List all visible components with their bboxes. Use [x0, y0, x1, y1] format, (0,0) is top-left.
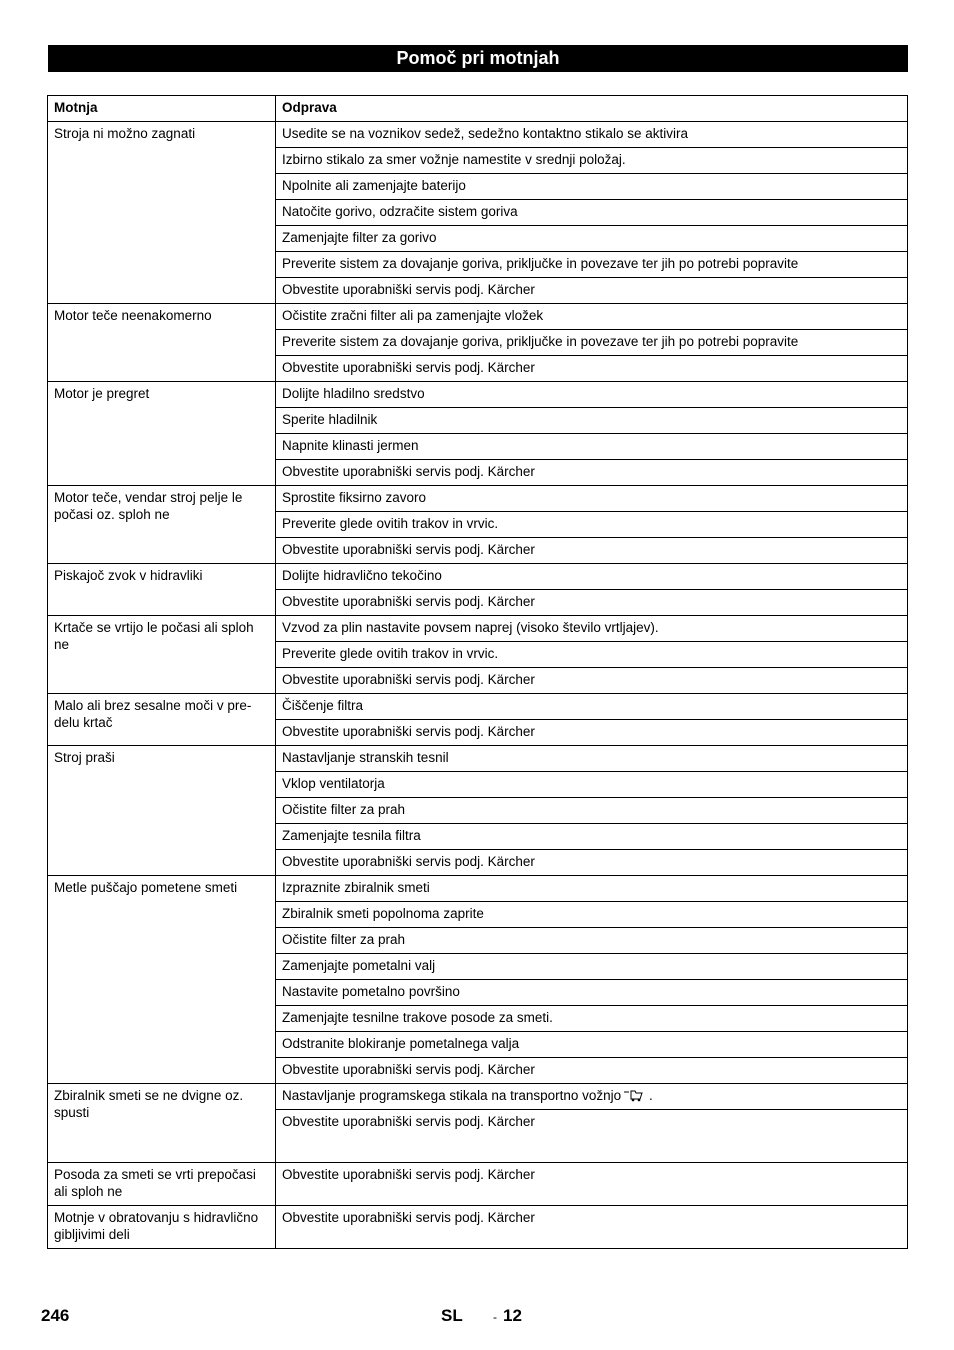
remedy-text: Obvestite uporabniški servis podj. Kärcher [282, 854, 535, 869]
remedy-text: Preverite sistem za dovajanje goriva, priključke in povezave ter jih po potrebi popravite [282, 334, 799, 349]
remedy-text: Dolijte hladilno sredstvo [282, 386, 425, 401]
fault-cell: Piskajoč zvok v hidravliki [48, 564, 276, 616]
table-row [48, 304, 908, 330]
remedy-cell [276, 538, 908, 564]
remedy-text: Nastavite pometalno površino [282, 984, 460, 999]
remedy-cell [276, 356, 908, 382]
remedy-text: Zamenjajte filter za gorivo [282, 230, 437, 245]
table-row [48, 694, 908, 720]
remedy-cell [276, 668, 908, 694]
remedy-cell [276, 1206, 908, 1249]
remedy-text: Obvestite uporabniški servis podj. Kärcher [282, 1167, 535, 1182]
remedy-text: Obvestite uporabniški servis podj. Kärcher [282, 360, 535, 375]
remedy-text: Odstranite blokiranje pometalnega valja [282, 1036, 520, 1051]
table-header-row [48, 96, 908, 122]
remedy-text: Obvestite uporabniški servis podj. Kärcher [282, 594, 535, 609]
remedy-cell [276, 408, 908, 434]
remedy-text: Vklop ventilatorja [282, 776, 385, 791]
remedy-text: Obvestite uporabniški servis podj. Kärcher [282, 464, 535, 479]
header-remedy: Odprava [276, 96, 908, 122]
remedy-cell [276, 564, 908, 590]
remedy-cell [276, 928, 908, 954]
remedy-text: Zamenjajte tesnila filtra [282, 828, 421, 843]
remedy-text: Obvestite uporabniški servis podj. Kärcher [282, 542, 535, 557]
remedy-text: Napnite klinasti jermen [282, 438, 419, 453]
remedy-cell [276, 824, 908, 850]
remedy-cell [276, 876, 908, 902]
section-title-bar [48, 45, 908, 72]
remedy-cell [276, 642, 908, 668]
remedy-cell [276, 148, 908, 174]
remedy-cell [276, 200, 908, 226]
fault-cell: Motor je pregret [48, 382, 276, 486]
troubleshooting-table [47, 95, 908, 1249]
remedy-text: Sprostite fiksirno zavoro [282, 490, 427, 505]
remedy-text: Izbirno stikalo za smer vožnje namestite v srednji položaj. [282, 152, 626, 167]
remedy-text: Dolijte hidravlično tekočino [282, 568, 442, 583]
remedy-cell [276, 174, 908, 200]
fault-cell: Metle puščajo pometene smeti [48, 876, 276, 1084]
remedy-cell [276, 694, 908, 720]
table-row [48, 564, 908, 590]
table-row [48, 1084, 908, 1110]
remedy-text: Obvestite uporabniški servis podj. Kärcher [282, 672, 535, 687]
remedy-text: Čiščenje filtra [282, 698, 364, 713]
remedy-cell [276, 720, 908, 746]
remedy-text: Preverite glede ovitih trakov in vrvic. [282, 646, 499, 661]
table-row [48, 122, 908, 148]
remedy-text: Vzvod za plin nastavite povsem naprej (visoko število vrtljajev). [282, 620, 659, 635]
fault-cell: Motor teče neenakomerno [48, 304, 276, 382]
page-number: 246 [41, 1306, 70, 1325]
language-code: SL [441, 1306, 463, 1325]
fault-cell: Zbiralnik smeti se ne dvigne oz. spusti [48, 1084, 276, 1163]
remedy-cell [276, 746, 908, 772]
remedy-text: Očistite filter za prah [282, 802, 406, 817]
remedy-cell [276, 382, 908, 408]
section-title: Pomoč pri motnjah [396, 48, 560, 68]
remedy-text: Zamenjajte pometalni valj [282, 958, 436, 973]
sub-page-number: 12 [503, 1306, 522, 1325]
transport-mode-icon [623, 1089, 645, 1102]
remedy-cell [276, 980, 908, 1006]
remedy-cell [276, 304, 908, 330]
header-fault: Motnja [48, 96, 276, 122]
table-row [48, 1206, 908, 1249]
remedy-cell [276, 1110, 908, 1163]
remedy-cell [276, 590, 908, 616]
fault-cell: Motor teče, vendar stroj pelje le počasi oz. sploh ne [48, 486, 276, 564]
table-body [48, 122, 908, 1249]
remedy-cell [276, 798, 908, 824]
remedy-text: Obvestite uporabniški servis podj. Kärcher [282, 1210, 535, 1225]
remedy-cell [276, 512, 908, 538]
remedy-text: Npolnite ali zamenjajte baterijo [282, 178, 466, 193]
remedy-cell [276, 1084, 908, 1110]
remedy-cell [276, 122, 908, 148]
table-row [48, 382, 908, 408]
remedy-cell [276, 1163, 908, 1206]
fault-cell: Krtače se vrtijo le počasi ali sploh ne [48, 616, 276, 694]
remedy-text: Natočite gorivo, odzračite sistem goriva [282, 204, 518, 219]
remedy-text: Sperite hladilnik [282, 412, 378, 427]
remedy-cell [276, 278, 908, 304]
remedy-text: Očistite zračni filter ali pa zamenjajte vložek [282, 308, 544, 323]
remedy-cell [276, 954, 908, 980]
fault-cell: Stroj praši [48, 746, 276, 876]
remedy-cell [276, 226, 908, 252]
remedy-text: Zbiralnik smeti popolnoma zaprite [282, 906, 484, 921]
fault-cell: Motnje v obratovanju s hidravlično gibljivimi deli [48, 1206, 276, 1249]
remedy-text: Nastavljanje programskega stikala na transportno vožnjo [282, 1088, 622, 1103]
remedy-text: Obvestite uporabniški servis podj. Kärcher [282, 1062, 535, 1077]
remedy-text: Preverite glede ovitih trakov in vrvic. [282, 516, 499, 531]
remedy-text: Očistite filter za prah [282, 932, 406, 947]
remedy-cell [276, 460, 908, 486]
remedy-text: Obvestite uporabniški servis podj. Kärcher [282, 282, 535, 297]
remedy-cell [276, 1058, 908, 1084]
remedy-cell [276, 252, 908, 278]
remedy-text: Obvestite uporabniški servis podj. Kärcher [282, 724, 535, 739]
remedy-cell [276, 850, 908, 876]
remedy-cell [276, 616, 908, 642]
remedy-cell [276, 330, 908, 356]
remedy-text: Usedite se na voznikov sedež, sedežno kontaktno stikalo se aktivira [282, 126, 688, 141]
fault-cell: Posoda za smeti se vrti prepočasi ali sploh ne [48, 1163, 276, 1206]
table-row [48, 876, 908, 902]
remedy-text: Obvestite uporabniški servis podj. Kärcher [282, 1114, 535, 1129]
fault-cell: Malo ali brez sesalne moči v pre-delu krtač [48, 694, 276, 746]
remedy-cell [276, 772, 908, 798]
table-row [48, 746, 908, 772]
footer-separator: - [493, 1310, 497, 1324]
table-row [48, 1163, 908, 1206]
remedy-text: Zamenjajte tesnilne trakove posode za smeti. [282, 1010, 553, 1025]
table-row [48, 616, 908, 642]
trailing-period: . [645, 1088, 653, 1103]
remedy-cell [276, 434, 908, 460]
table-row [48, 486, 908, 512]
remedy-cell [276, 1032, 908, 1058]
remedy-text: Preverite sistem za dovajanje goriva, priključke in povezave ter jih po potrebi popravite [282, 256, 799, 271]
remedy-text: Nastavljanje stranskih tesnil [282, 750, 449, 765]
remedy-cell [276, 902, 908, 928]
fault-cell: Stroja ni možno zagnati [48, 122, 276, 304]
remedy-cell [276, 1006, 908, 1032]
remedy-cell [276, 486, 908, 512]
remedy-text: Izpraznite zbiralnik smeti [282, 880, 430, 895]
